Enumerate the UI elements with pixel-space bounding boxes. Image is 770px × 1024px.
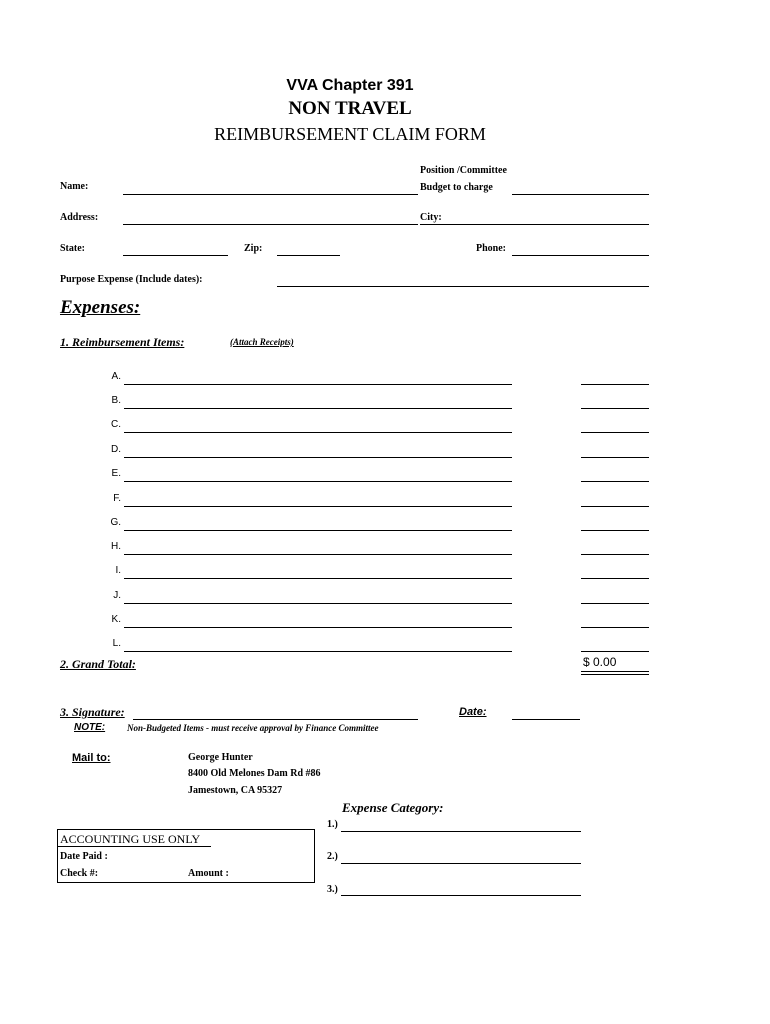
item-amount-field[interactable] [581,418,649,433]
item-letter: C. [111,419,121,430]
date-paid-label: Date Paid : [60,851,108,862]
grand-total-value: $ 0.00 [583,655,617,669]
note-label: NOTE: [74,722,106,733]
form-subtitle: NON TRAVEL [288,98,412,119]
total-double-underline [581,674,649,675]
mail-name: George Hunter [188,752,253,763]
item-description-field[interactable] [124,418,512,433]
reimbursement-label: 1. Reimbursement Items: [60,335,185,349]
budget-field[interactable] [512,180,649,195]
check-number-label: Check #: [60,868,99,879]
item-amount-field[interactable] [581,564,649,579]
amount-label: Amount : [188,868,229,879]
item-amount-field[interactable] [581,394,649,409]
zip-field[interactable] [277,241,340,256]
accounting-title-underline [58,846,211,847]
category-field[interactable] [341,849,581,864]
grand-total-label: 2. Grand Total: [60,657,136,671]
purpose-label: Purpose Expense (Include dates): [60,274,203,285]
item-description-field[interactable] [124,564,512,579]
mail-city: Jamestown, CA 95327 [188,785,283,796]
item-letter: H. [111,541,121,552]
position-label: Position /Committee [420,165,507,176]
mail-street: 8400 Old Melones Dam Rd #86 [188,768,321,779]
signature-label: 3. Signature: [60,705,125,719]
form-title: REIMBURSEMENT CLAIM FORM [214,124,486,144]
item-letter: F. [113,493,121,504]
date-field[interactable] [512,705,580,720]
state-label: State: [60,243,85,254]
budget-label: Budget to charge [420,182,493,193]
item-letter: J. [113,590,121,601]
purpose-field[interactable] [277,272,649,287]
item-description-field[interactable] [124,613,512,628]
item-amount-field[interactable] [581,370,649,385]
item-amount-field[interactable] [581,637,649,652]
item-amount-field[interactable] [581,443,649,458]
category-number: 3.) [327,884,338,895]
item-description-field[interactable] [124,394,512,409]
item-amount-field[interactable] [581,467,649,482]
item-description-field[interactable] [124,589,512,604]
item-letter: K. [111,614,121,625]
item-description-field[interactable] [124,637,512,652]
address-field[interactable] [123,210,418,225]
expenses-heading: Expenses: [60,297,141,318]
item-letter: G. [110,517,121,528]
category-number: 1.) [327,819,338,830]
attach-note: (Attach Receipts) [230,337,294,347]
item-amount-field[interactable] [581,589,649,604]
mail-to-label: Mail to: [72,752,111,764]
item-letter: I. [115,565,121,576]
name-field[interactable] [123,180,418,195]
item-amount-field[interactable] [581,613,649,628]
item-description-field[interactable] [124,540,512,555]
phone-label: Phone: [476,243,506,254]
city-field[interactable] [420,210,649,225]
item-amount-field[interactable] [581,516,649,531]
item-letter: B. [111,395,121,406]
total-underline [581,671,649,672]
item-description-field[interactable] [124,516,512,531]
item-amount-field[interactable] [581,540,649,555]
item-letter: L. [112,638,121,649]
name-label: Name: [60,181,89,192]
category-number: 2.) [327,851,338,862]
category-field[interactable] [341,817,581,832]
item-description-field[interactable] [124,370,512,385]
signature-field[interactable] [133,705,418,720]
org-title: VVA Chapter 391 [286,77,414,94]
item-description-field[interactable] [124,467,512,482]
accounting-title: ACCOUNTING USE ONLY [60,832,201,846]
expense-category-heading: Expense Category: [342,800,444,815]
item-letter: A. [111,371,121,382]
state-field[interactable] [123,241,228,256]
note-text: Non-Budgeted Items - must receive approval by Finance Committee [127,723,379,733]
phone-field[interactable] [512,241,649,256]
item-description-field[interactable] [124,492,512,507]
date-label: Date: [459,706,487,718]
address-label: Address: [60,212,99,223]
item-amount-field[interactable] [581,492,649,507]
item-letter: E. [111,468,121,479]
item-letter: D. [111,444,121,455]
zip-label: Zip: [244,243,263,254]
category-field[interactable] [341,881,581,896]
item-description-field[interactable] [124,443,512,458]
city-label: City: [420,212,442,223]
